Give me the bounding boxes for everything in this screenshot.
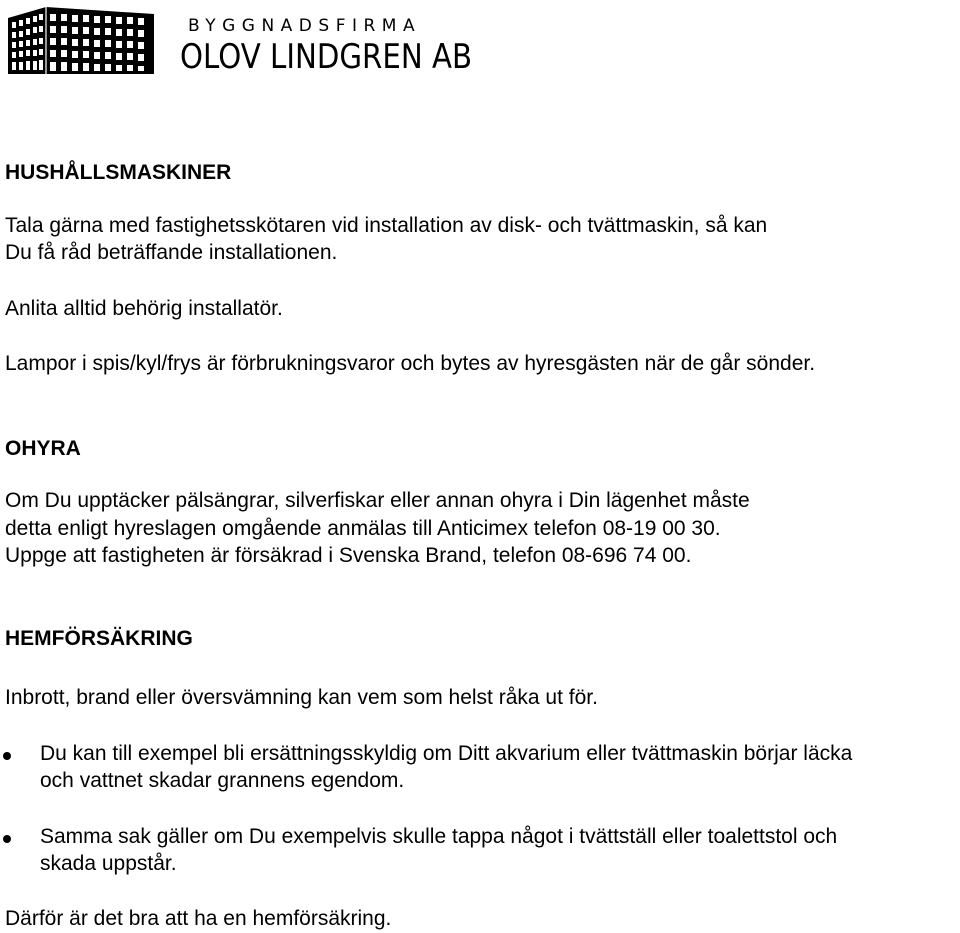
hushall-lamps-note: Lampor i spis/kyl/frys är förbrukningsvaror och bytes av hyresgästen när de går sönder. (5, 352, 816, 375)
bullet-icon (3, 752, 11, 760)
hemforsakring-closing: Därför är det bra att ha en hemförsäkring. (5, 907, 392, 930)
bullet-1-line-2: och vattnet skadar grannens egendom. (40, 769, 405, 792)
hushall-paragraph-line-1: Tala gärna med fastighetsskötaren vid installation av disk- och tvättmaskin, så kan (5, 214, 768, 237)
ohyra-line-2: detta enligt hyreslagen omgående anmälas till Anticimex telefon 08-19 00 30. (5, 517, 721, 540)
heading-hemforsakring: HEMFÖRSÄKRING (5, 627, 193, 650)
logo-firm-name: OLOV LINDGREN AB (180, 37, 473, 77)
bullet-2-line-1: Samma sak gäller om Du exempelvis skulle tappa något i tvättställ eller toalettstol och (40, 825, 838, 848)
bullet-1-line-1: Du kan till exempel bli ersättningsskyldig om Ditt akvarium eller tvättmaskin börjar läcka (40, 742, 853, 765)
bullet-icon (3, 835, 11, 843)
hushall-installer-note: Anlita alltid behörig installatör. (5, 297, 283, 320)
logo-firm-type: BYGGNADSFIRMA (188, 16, 422, 36)
heading-hushallsmaskiner: HUSHÅLLSMASKINER (5, 161, 232, 184)
ohyra-line-1: Om Du upptäcker pälsängrar, silverfiskar eller annan ohyra i Din lägenhet måste (5, 489, 750, 512)
hemforsakring-intro: Inbrott, brand eller översvämning kan vem som helst råka ut för. (5, 686, 598, 709)
hushall-paragraph-line-2: Du få råd beträffande installationen. (5, 241, 338, 264)
company-logo (6, 4, 473, 77)
heading-ohyra: OHYRA (5, 437, 81, 460)
ohyra-line-3: Uppge att fastigheten är försäkrad i Svenska Brand, telefon 08-696 74 00. (5, 544, 692, 567)
bullet-2-line-2: skada uppstår. (40, 852, 177, 875)
building-icon (6, 4, 158, 76)
